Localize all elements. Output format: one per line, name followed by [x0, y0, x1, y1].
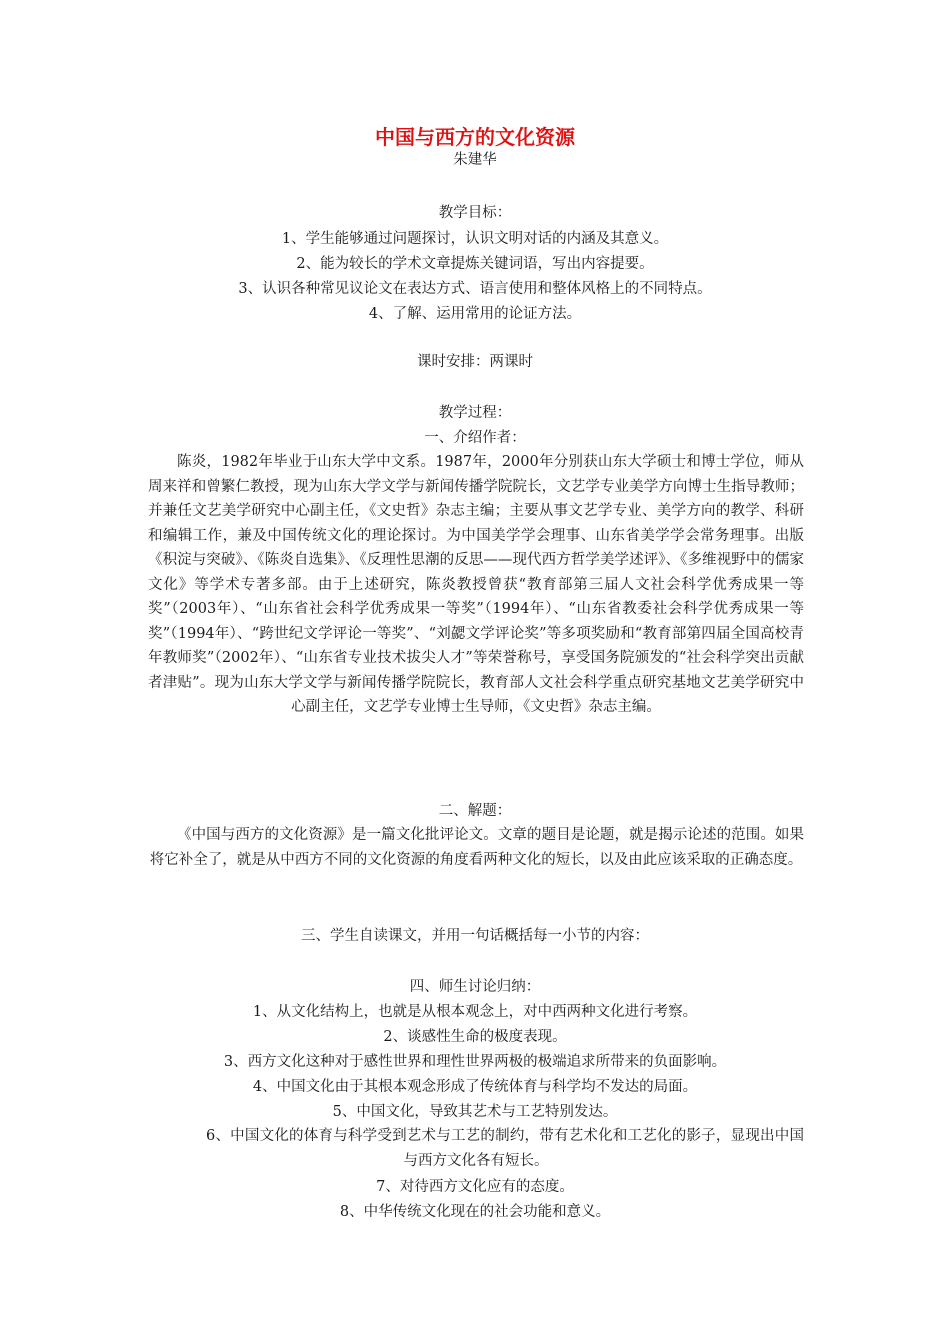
section-heading-author: 一、介绍作者：: [424, 430, 526, 446]
objective-item: 4、了解、运用常用的论证方法。: [368, 306, 582, 322]
discussion-item: 5、中国文化，导致其艺术与工艺特别发达。: [332, 1104, 618, 1120]
objective-item: 3、认识各种常见议论文在表达方式、语言使用和整体风格上的不同特点。: [238, 281, 712, 297]
schedule: 课时安排：两课时: [417, 354, 533, 370]
section-heading-title-analysis: 二、解题：: [438, 803, 512, 819]
discussion-item: 6、中国文化的体育与科学受到艺术与工艺的制约，带有艺术化和工艺化的影子，显现出中国与西方文化各有短长。: [206, 1128, 804, 1169]
discussion-item: 1、从文化结构上，也就是从根本观念上，对中西两种文化进行考察。: [252, 1004, 698, 1020]
objective-item: 1、学生能够通过问题探讨，认识文明对话的内涵及其意义。: [281, 231, 669, 247]
author-introduction-paragraph: 陈炎，1982年毕业于山东大学中文系。1987年，2000年分别获山东大学硕士和博士学位，师从周来祥和曾繁仁教授，现为山东大学文学与新闻传播学院院长，文艺学专业美学方向博士生指导教师；并兼任文艺美学研究中心副主任，《文史哲》杂志主编；主要从事文艺学专业、美学方向的教学、科研和编辑工作，兼及中国传统文化的理论探讨。为中国美学学会理事、山东省美学学会常务理事。出版《积淀与突破》、《陈炎自选集》、《反理性思潮的反思——现代西方哲学美学述评》、《多维视野中的儒家文化》等学术专著多部。由于上述研究，陈炎教授曾获“教育部第三届人文社会科学优秀成果一等奖”（2003年）、“山东省社会科学优秀成果一等奖”（1994年）、“山东省教委社会科学优秀成果一等奖”（1994年）、“跨世纪文学评论一等奖”、“刘勰文学评论奖”等多项奖励和“教育部第四届全国高校青年教师奖”（2002年）、“山东省专业技术拔尖人才”等荣誉称号，享受国务院颁发的“社会科学突出贡献者津贴”。现为山东大学文学与新闻传播学院院长，教育部人文社会科学重点研究基地文艺美学研究中心副主任，文艺学专业博士生导师，《文史哲》杂志主编。: [148, 454, 804, 715]
objective-item: 2、能为较长的学术文章提炼关键词语，写出内容提要。: [296, 256, 654, 272]
discussion-item: 4、中国文化由于其根本观念形成了传统体育与科学均不发达的局面。: [252, 1079, 698, 1095]
discussion-item: 8、中华传统文化现在的社会功能和意义。: [339, 1204, 611, 1220]
discussion-item: 2、谈感性生命的极度表现。: [383, 1029, 567, 1045]
discussion-item: 3、西方文化这种对于感性世界和理性世界两极的极端追求所带来的负面影响。: [223, 1054, 727, 1070]
section-heading-discussion: 四、师生讨论归纳：: [409, 979, 541, 995]
objectives-heading: 教学目标：: [438, 205, 512, 221]
process-heading: 教学过程：: [438, 405, 512, 421]
document-title: 中国与西方的文化资源: [375, 125, 575, 149]
section-heading-self-reading: 三、学生自读课文，并用一句话概括每一小节的内容：: [301, 928, 649, 944]
discussion-item: 7、对待西方文化应有的态度。: [376, 1179, 574, 1195]
author: 朱建华: [453, 152, 497, 168]
title-analysis-paragraph: 《中国与西方的文化资源》是一篇文化批评论文。文章的题目是论题，就是揭示论述的范围。如果将它补全了，就是从中西方不同的文化资源的角度看两种文化的短长，以及由此应该采取的正确态度。: [149, 827, 804, 868]
